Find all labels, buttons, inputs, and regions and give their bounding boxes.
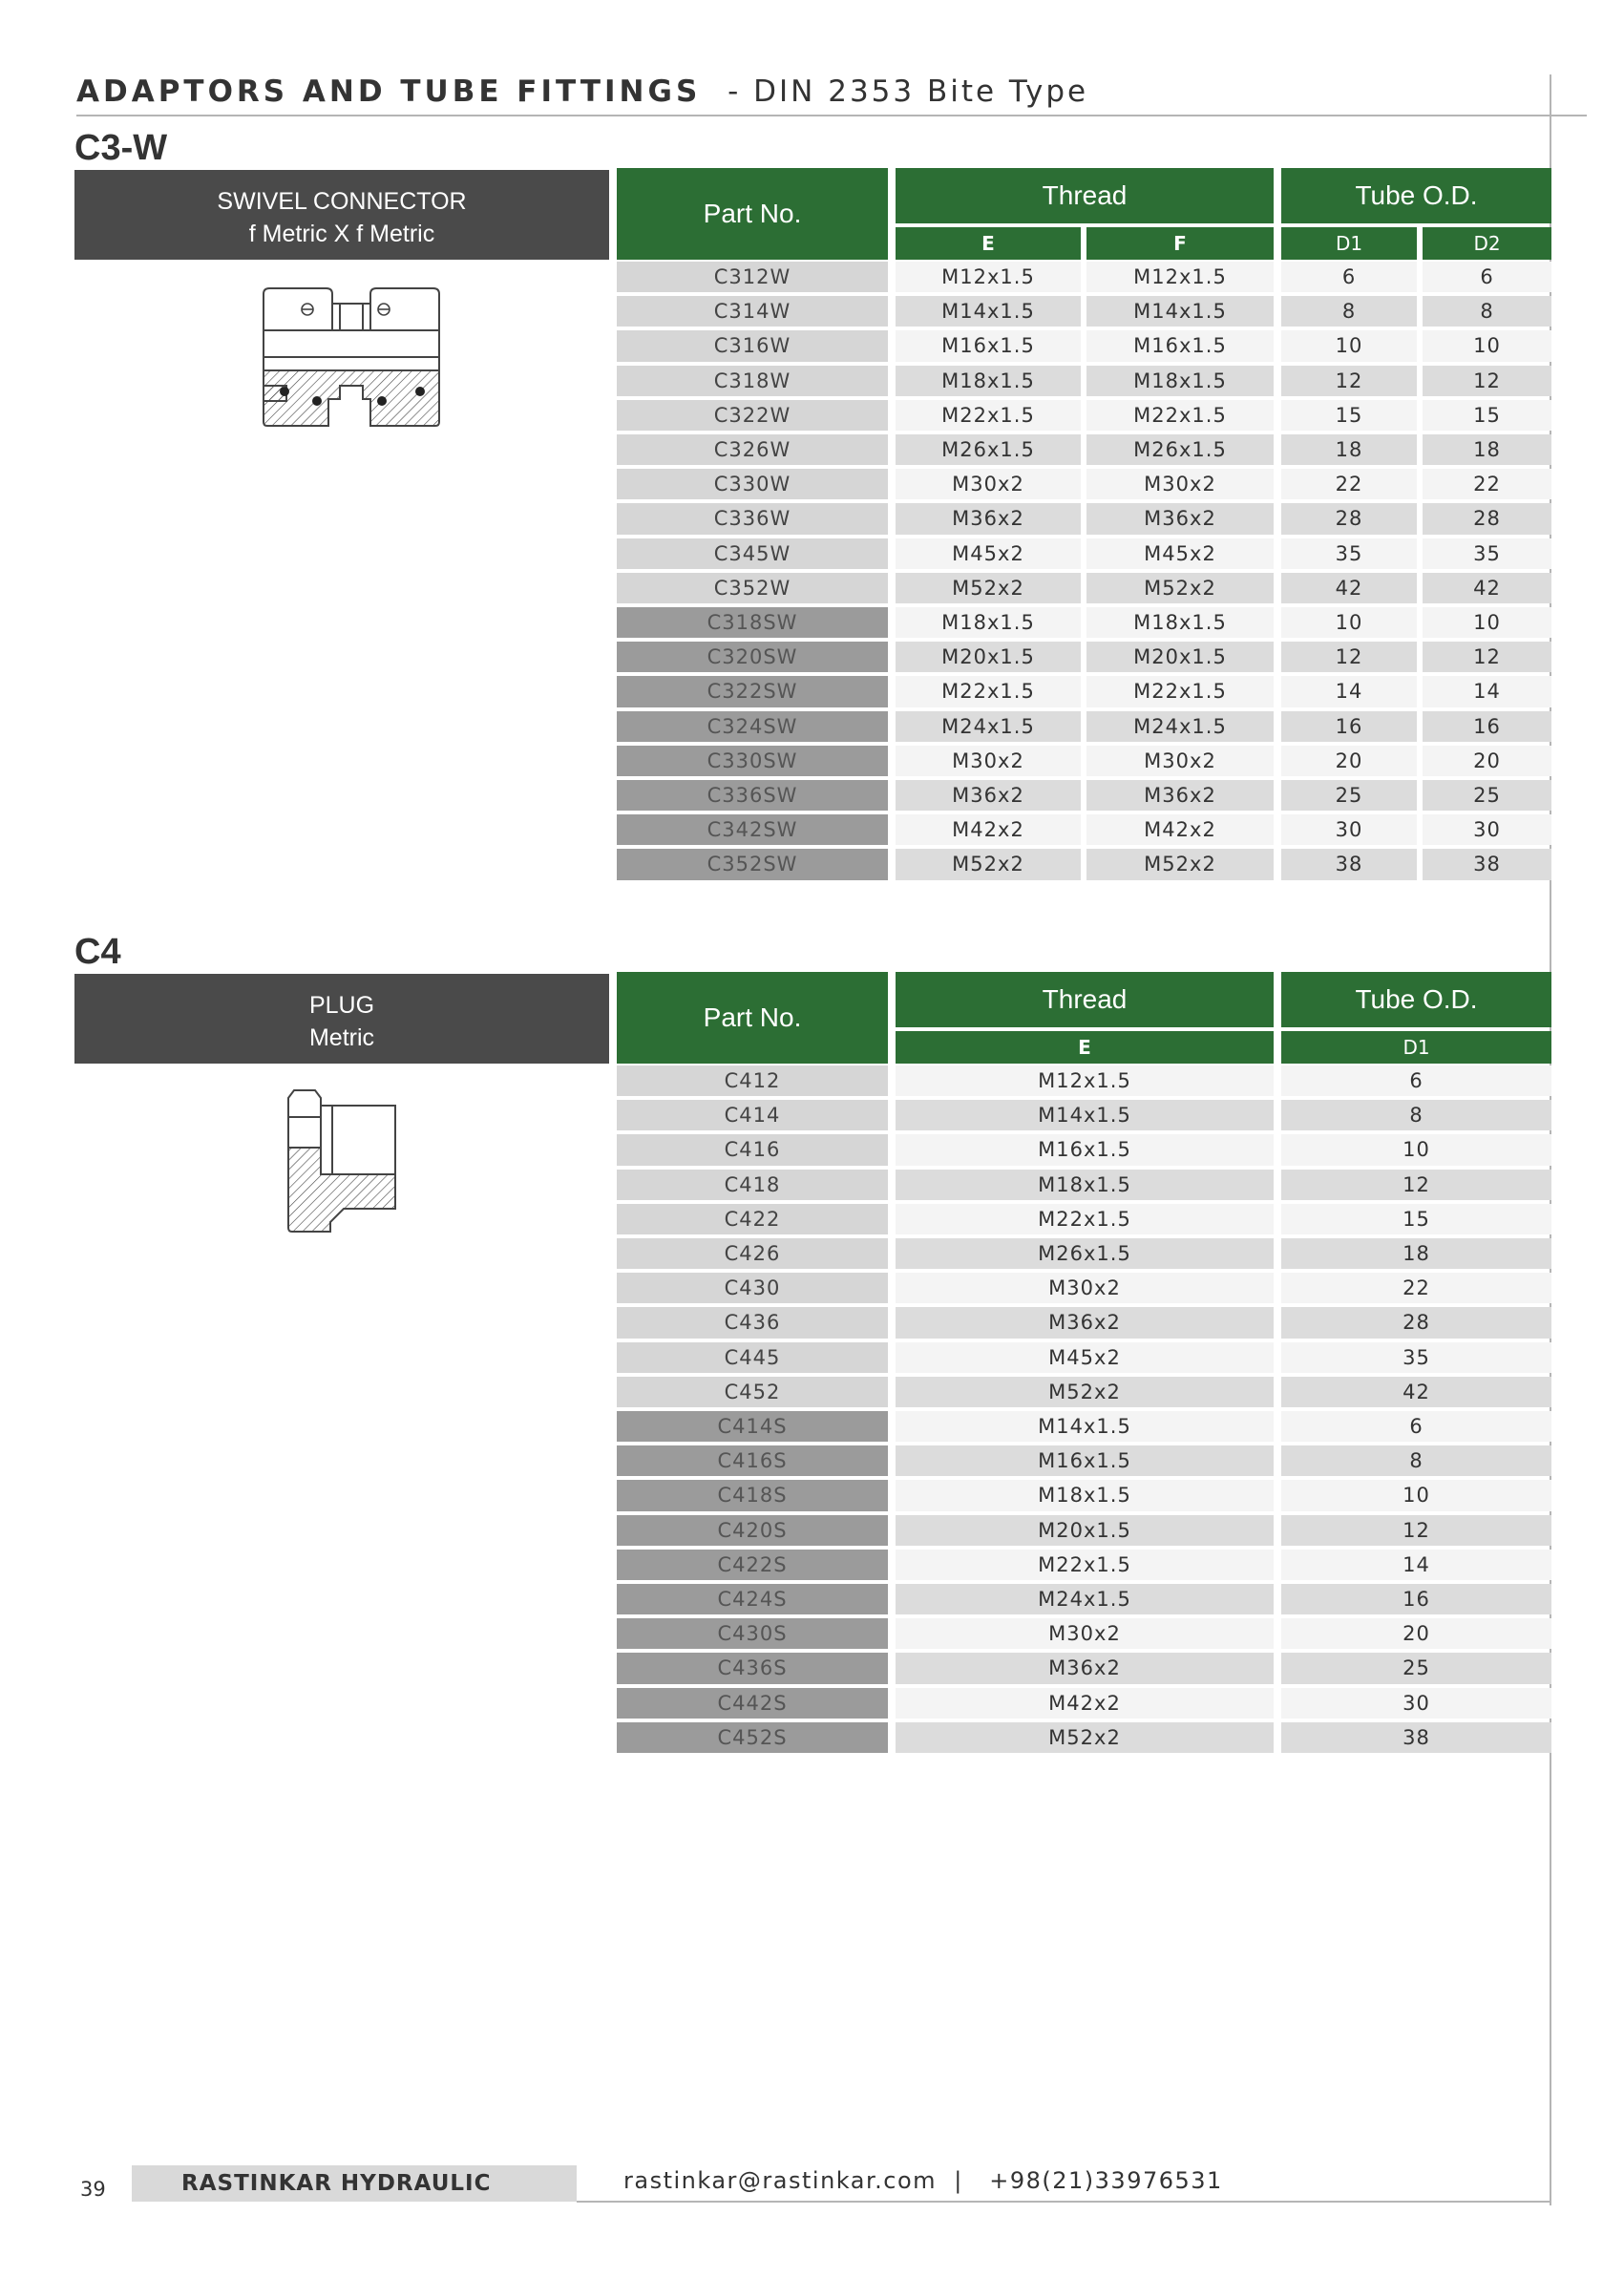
part-number-cell: C318W [617,366,888,396]
part-number-cell: C324SW [617,711,888,742]
tube-od-cell: 15 [1281,1204,1551,1234]
thread-cell: M36x2 [896,1653,1274,1683]
tube-od-cell: 10 [1281,607,1417,638]
thread-cell: M36x2 [1086,503,1274,534]
tube-od-cell: 16 [1281,1584,1551,1614]
thread-cell: M18x1.5 [896,1170,1274,1200]
col-header-thread-e: E [896,1031,1274,1064]
tube-od-cell: 18 [1281,434,1417,465]
tube-od-cell: 8 [1281,1100,1551,1130]
part-number-cell: C430S [617,1618,888,1649]
part-number-cell: C436S [617,1653,888,1683]
thread-cell: M20x1.5 [896,642,1081,672]
tube-od-cell: 10 [1281,330,1417,361]
part-number-cell: C418 [617,1170,888,1200]
part-number-cell: C418S [617,1480,888,1510]
thread-cell: M52x2 [1086,849,1274,879]
part-number-cell: C352SW [617,849,888,879]
tube-od-cell: 15 [1423,400,1551,431]
thread-cell: M52x2 [1086,573,1274,603]
tube-od-cell: 30 [1281,1688,1551,1719]
thread-cell: M24x1.5 [896,1584,1274,1614]
page-header [76,74,1088,109]
tube-od-cell: 28 [1281,1307,1551,1338]
tube-od-cell: 14 [1281,676,1417,707]
tube-od-cell: 8 [1423,296,1551,327]
header-divider [76,115,1587,116]
thread-cell: M18x1.5 [896,366,1081,396]
part-number-cell: C318SW [617,607,888,638]
thread-cell: M26x1.5 [896,434,1081,465]
thread-cell: M30x2 [896,746,1081,776]
part-number-cell: C445 [617,1342,888,1373]
tube-od-cell: 30 [1281,814,1417,845]
section-code-c4: C4 [74,932,121,972]
part-number-cell: C436 [617,1307,888,1338]
tube-od-cell: 10 [1281,1134,1551,1165]
thread-cell: M30x2 [1086,469,1274,499]
thread-cell: M24x1.5 [896,711,1081,742]
thread-cell: M45x2 [896,1342,1274,1373]
tube-od-cell: 12 [1281,1515,1551,1546]
tube-od-cell: 42 [1423,573,1551,603]
contact-info: rastinkar@rastinkar.com | +98(21)33976531 [623,2167,1223,2194]
col-header-tube-d2: D2 [1423,227,1551,260]
part-number-cell: C426 [617,1238,888,1269]
part-number-cell: C352W [617,573,888,603]
footer-divider [577,2201,1550,2203]
tube-od-cell: 42 [1281,573,1417,603]
part-number-cell: C320SW [617,642,888,672]
thread-cell: M36x2 [896,780,1081,811]
part-number-cell: C330SW [617,746,888,776]
tube-od-cell: 10 [1281,1480,1551,1510]
col-header-tube-d1: D1 [1281,1031,1551,1064]
part-number-cell: C322W [617,400,888,431]
thread-cell: M30x2 [896,1618,1274,1649]
thread-cell: M22x1.5 [1086,400,1274,431]
tube-od-cell: 18 [1281,1238,1551,1269]
thread-cell: M12x1.5 [896,262,1081,292]
tube-od-cell: 22 [1281,1273,1551,1303]
tube-od-cell: 16 [1423,711,1551,742]
tube-od-cell: 25 [1423,780,1551,811]
thread-cell: M20x1.5 [1086,642,1274,672]
part-number-cell: C316W [617,330,888,361]
thread-cell: M20x1.5 [896,1515,1274,1546]
page-title: ADAPTORS AND TUBE FITTINGS [76,74,702,109]
page-subtitle: - DIN 2353 Bite Type [728,74,1089,109]
thread-cell: M52x2 [896,1722,1274,1753]
thread-cell: M45x2 [896,538,1081,569]
part-number-cell: C314W [617,296,888,327]
part-number-cell: C424S [617,1584,888,1614]
col-header-tube-od: Tube O.D. [1281,972,1551,1027]
tube-od-cell: 12 [1423,366,1551,396]
thread-cell: M22x1.5 [896,1550,1274,1580]
tube-od-cell: 18 [1423,434,1551,465]
thread-cell: M18x1.5 [896,607,1081,638]
thread-cell: M18x1.5 [1086,607,1274,638]
part-number-cell: C422S [617,1550,888,1580]
thread-cell: M14x1.5 [1086,296,1274,327]
tube-od-cell: 35 [1281,538,1417,569]
thread-cell: M42x2 [896,814,1081,845]
thread-cell: M14x1.5 [896,1100,1274,1130]
thread-cell: M22x1.5 [896,400,1081,431]
tube-od-cell: 28 [1281,503,1417,534]
part-number-cell: C330W [617,469,888,499]
col-header-part-no: Part No. [617,168,888,260]
tube-od-cell: 35 [1281,1342,1551,1373]
thread-cell: M52x2 [896,849,1081,879]
thread-cell: M26x1.5 [1086,434,1274,465]
col-header-part-no: Part No. [617,972,888,1064]
tube-od-cell: 30 [1423,814,1551,845]
part-number-cell: C345W [617,538,888,569]
tube-od-cell: 25 [1281,780,1417,811]
thread-cell: M12x1.5 [1086,262,1274,292]
tube-od-cell: 10 [1423,330,1551,361]
thread-cell: M14x1.5 [896,296,1081,327]
product-name: PLUG [308,992,375,1019]
thread-cell: M52x2 [896,1377,1274,1407]
part-number-cell: C336W [617,503,888,534]
tube-od-cell: 6 [1423,262,1551,292]
tube-od-cell: 38 [1281,1722,1551,1753]
thread-cell: M16x1.5 [1086,330,1274,361]
thread-cell: M12x1.5 [896,1065,1274,1096]
plug-drawing [285,1088,401,1235]
tube-od-cell: 12 [1281,366,1417,396]
part-number-cell: C452 [617,1377,888,1407]
company-name: RASTINKAR HYDRAULIC [132,2165,577,2202]
page-number: 39 [80,2178,106,2201]
tube-od-cell: 6 [1281,1065,1551,1096]
tube-od-cell: 20 [1281,1618,1551,1649]
tube-od-cell: 6 [1281,262,1417,292]
tube-od-cell: 38 [1423,849,1551,879]
part-number-cell: C420S [617,1515,888,1546]
col-header-thread-f: F [1086,227,1274,260]
part-number-cell: C342SW [617,814,888,845]
thread-cell: M22x1.5 [1086,676,1274,707]
thread-cell: M30x2 [896,469,1081,499]
tube-od-cell: 12 [1423,642,1551,672]
thread-cell: M26x1.5 [896,1238,1274,1269]
thread-cell: M45x2 [1086,538,1274,569]
product-spec: Metric [308,1024,375,1051]
tube-od-cell: 15 [1281,400,1417,431]
thread-cell: M16x1.5 [896,330,1081,361]
part-number-cell: C336SW [617,780,888,811]
tube-od-cell: 8 [1281,1445,1551,1476]
section-code-c3w: C3-W [74,128,168,168]
thread-cell: M18x1.5 [896,1480,1274,1510]
part-number-cell: C326W [617,434,888,465]
thread-cell: M16x1.5 [896,1134,1274,1165]
tube-od-cell: 25 [1281,1653,1551,1683]
tube-od-cell: 12 [1281,1170,1551,1200]
part-number-cell: C414S [617,1411,888,1442]
thread-cell: M52x2 [896,573,1081,603]
part-number-cell: C430 [617,1273,888,1303]
thread-cell: M22x1.5 [896,676,1081,707]
col-header-tube-d1: D1 [1281,227,1417,260]
part-number-cell: C322SW [617,676,888,707]
tube-od-cell: 10 [1423,607,1551,638]
tube-od-cell: 20 [1423,746,1551,776]
product-label-plug [74,974,609,1064]
tube-od-cell: 14 [1423,676,1551,707]
thread-cell: M14x1.5 [896,1411,1274,1442]
swivel-connector-drawing [260,286,443,432]
tube-od-cell: 6 [1281,1411,1551,1442]
part-number-cell: C312W [617,262,888,292]
thread-cell: M30x2 [896,1273,1274,1303]
part-number-cell: C422 [617,1204,888,1234]
product-name: SWIVEL CONNECTOR [217,188,467,215]
col-header-thread: Thread [896,972,1274,1027]
thread-cell: M42x2 [896,1688,1274,1719]
thread-cell: M16x1.5 [896,1445,1274,1476]
tube-od-cell: 20 [1281,746,1417,776]
thread-cell: M42x2 [1086,814,1274,845]
part-number-cell: C412 [617,1065,888,1096]
tube-od-cell: 12 [1281,642,1417,672]
thread-cell: M18x1.5 [1086,366,1274,396]
part-number-cell: C416S [617,1445,888,1476]
thread-cell: M30x2 [1086,746,1274,776]
part-number-cell: C414 [617,1100,888,1130]
tube-od-cell: 22 [1281,469,1417,499]
col-header-tube-od: Tube O.D. [1281,168,1551,223]
part-number-cell: C442S [617,1688,888,1719]
tube-od-cell: 14 [1281,1550,1551,1580]
product-spec: f Metric X f Metric [248,221,435,247]
thread-cell: M36x2 [896,1307,1274,1338]
tube-od-cell: 16 [1281,711,1417,742]
col-header-thread-e: E [896,227,1081,260]
thread-cell: M24x1.5 [1086,711,1274,742]
tube-od-cell: 8 [1281,296,1417,327]
thread-cell: M36x2 [896,503,1081,534]
thread-cell: M22x1.5 [896,1204,1274,1234]
col-header-thread: Thread [896,168,1274,223]
product-label-swivel-connector [74,170,609,260]
tube-od-cell: 22 [1423,469,1551,499]
tube-od-cell: 35 [1423,538,1551,569]
tube-od-cell: 38 [1281,849,1417,879]
part-number-cell: C416 [617,1134,888,1165]
thread-cell: M36x2 [1086,780,1274,811]
tube-od-cell: 28 [1423,503,1551,534]
tube-od-cell: 42 [1281,1377,1551,1407]
part-number-cell: C452S [617,1722,888,1753]
